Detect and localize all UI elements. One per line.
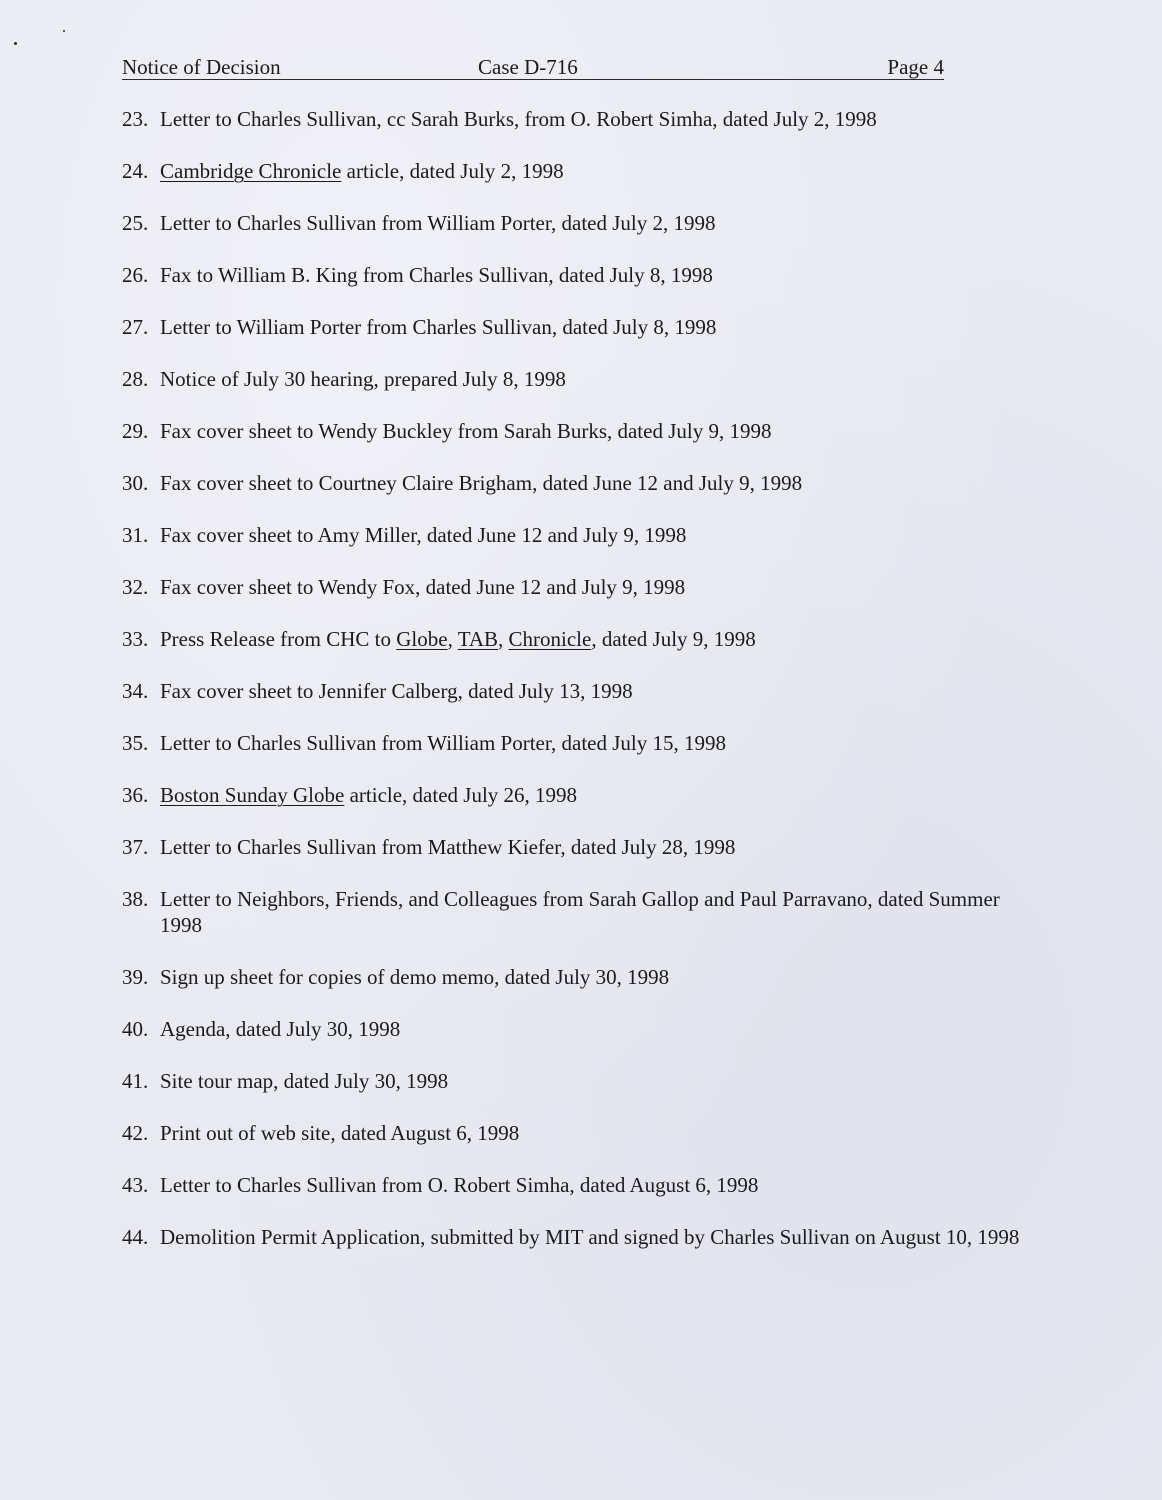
publication-title: Cambridge Chronicle: [160, 159, 342, 183]
item-text-segment: Press Release from CHC to: [160, 627, 397, 651]
list-item: [122, 964, 1022, 990]
publication-title: Globe: [396, 627, 448, 651]
item-text: [160, 887, 1000, 937]
item-number: 25.: [122, 211, 149, 235]
item-text-segment: Agenda, dated July 30, 1998: [160, 1017, 401, 1041]
item-text: [160, 731, 726, 755]
publication-title: Boston Sunday Globe: [160, 783, 345, 807]
publication-title: Chronicle: [508, 627, 592, 651]
list-item: [122, 314, 1022, 340]
item-number: 24.: [122, 159, 149, 183]
item-text: [160, 627, 756, 651]
item-text: [160, 419, 771, 443]
item-text: [160, 315, 716, 339]
header-page-number: Page 4: [887, 55, 944, 79]
list-item: [122, 1172, 1022, 1198]
item-text: [160, 367, 566, 391]
item-text-segment: Fax cover sheet to Wendy Buckley from Sarah Burks, dated July 9, 1998: [160, 419, 772, 443]
exhibit-list: [122, 106, 1022, 1276]
item-number: 23.: [122, 107, 149, 131]
item-text-segment: Fax cover sheet to Courtney Claire Brigham, dated June 12 and July 9, 1998: [160, 471, 803, 495]
item-text-segment: Letter to Charles Sullivan from William Porter, dated July 2, 1998: [160, 211, 716, 235]
item-number: 39.: [122, 965, 149, 989]
list-item: [122, 522, 1022, 548]
item-text: [160, 159, 564, 183]
item-text: [160, 523, 686, 547]
item-number: 44.: [122, 1225, 149, 1249]
item-text-segment: Letter to Charles Sullivan, cc Sarah Burks, from O. Robert Simha, dated July 2, 1998: [160, 107, 877, 131]
list-item: [122, 834, 1022, 860]
list-item: [122, 1016, 1022, 1042]
list-item: [122, 418, 1022, 444]
item-text-segment: Fax cover sheet to Wendy Fox, dated June 12 and July 9, 1998: [160, 575, 686, 599]
item-number: 37.: [122, 835, 149, 859]
item-number: 28.: [122, 367, 149, 391]
list-item: [122, 262, 1022, 288]
item-text-segment: Print out of web site, dated August 6, 1998: [160, 1121, 520, 1145]
item-number: 34.: [122, 679, 149, 703]
list-item: [122, 158, 1022, 184]
scan-speck: [63, 30, 65, 32]
item-text-segment: Letter to Charles Sullivan from Matthew Kiefer, dated July 28, 1998: [160, 835, 736, 859]
list-item: [122, 210, 1022, 236]
list-item: [122, 730, 1022, 756]
scan-speck: [14, 42, 17, 45]
item-number: 26.: [122, 263, 149, 287]
item-text: [160, 679, 633, 703]
item-text-segment: ,: [498, 627, 509, 651]
item-text: [160, 263, 713, 287]
item-text: [160, 1121, 519, 1145]
item-text: [160, 1017, 400, 1041]
item-text-segment: Sign up sheet for copies of demo memo, dated July 30, 1998: [160, 965, 670, 989]
item-number: 32.: [122, 575, 149, 599]
item-text-segment: Fax to William B. King from Charles Sullivan, dated July 8, 1998: [160, 263, 713, 287]
item-text-segment: Demolition Permit Application, submitted by MIT and signed by Charles Sullivan on August 10, 1998: [160, 1225, 1020, 1249]
item-text: [160, 835, 735, 859]
item-number: 38.: [122, 887, 149, 911]
list-item: [122, 470, 1022, 496]
page-header: [122, 52, 944, 80]
item-text: [160, 471, 802, 495]
item-number: 30.: [122, 471, 149, 495]
item-number: 31.: [122, 523, 149, 547]
item-text-segment: Notice of July 30 hearing, prepared July 8, 1998: [160, 367, 566, 391]
item-text: [160, 965, 669, 989]
list-item: [122, 1224, 1022, 1250]
list-item: [122, 1068, 1022, 1094]
list-item: [122, 106, 1022, 132]
list-item: [122, 886, 1022, 938]
item-text: [160, 107, 877, 131]
item-text: [160, 1225, 1019, 1249]
item-text: [160, 1173, 758, 1197]
item-text-segment: Letter to Charles Sullivan from William Porter, dated July 15, 1998: [160, 731, 726, 755]
item-text-segment: , dated July 9, 1998: [591, 627, 756, 651]
list-item: [122, 1120, 1022, 1146]
item-number: 35.: [122, 731, 149, 755]
list-item: [122, 626, 1022, 652]
item-number: 36.: [122, 783, 149, 807]
item-text-segment: Fax cover sheet to Amy Miller, dated June 12 and July 9, 1998: [160, 523, 687, 547]
item-number: 40.: [122, 1017, 149, 1041]
list-item: [122, 574, 1022, 600]
item-text-segment: Letter to Neighbors, Friends, and Colleagues from Sarah Gallop and Paul Parravano, dated Summer 1998: [160, 887, 1000, 937]
list-item: [122, 366, 1022, 392]
item-text: [160, 783, 577, 807]
item-text-segment: Fax cover sheet to Jennifer Calberg, dated July 13, 1998: [160, 679, 633, 703]
item-text-segment: article, dated July 2, 1998: [341, 159, 564, 183]
item-text: [160, 575, 685, 599]
item-number: 43.: [122, 1173, 149, 1197]
header-case-number: Case D-716: [478, 55, 578, 79]
item-number: 41.: [122, 1069, 149, 1093]
item-text: [160, 1069, 448, 1093]
header-title: Notice of Decision: [122, 55, 281, 79]
publication-title: TAB: [457, 627, 499, 651]
item-number: 29.: [122, 419, 149, 443]
item-text-segment: ,: [447, 627, 458, 651]
item-text-segment: Letter to William Porter from Charles Sullivan, dated July 8, 1998: [160, 315, 717, 339]
item-text-segment: Site tour map, dated July 30, 1998: [160, 1069, 449, 1093]
list-item: [122, 782, 1022, 808]
item-text: [160, 211, 716, 235]
list-item: [122, 678, 1022, 704]
item-text-segment: Letter to Charles Sullivan from O. Robert Simha, dated August 6, 1998: [160, 1173, 759, 1197]
item-text-segment: article, dated July 26, 1998: [344, 783, 578, 807]
item-number: 42.: [122, 1121, 149, 1145]
item-number: 27.: [122, 315, 149, 339]
item-number: 33.: [122, 627, 149, 651]
